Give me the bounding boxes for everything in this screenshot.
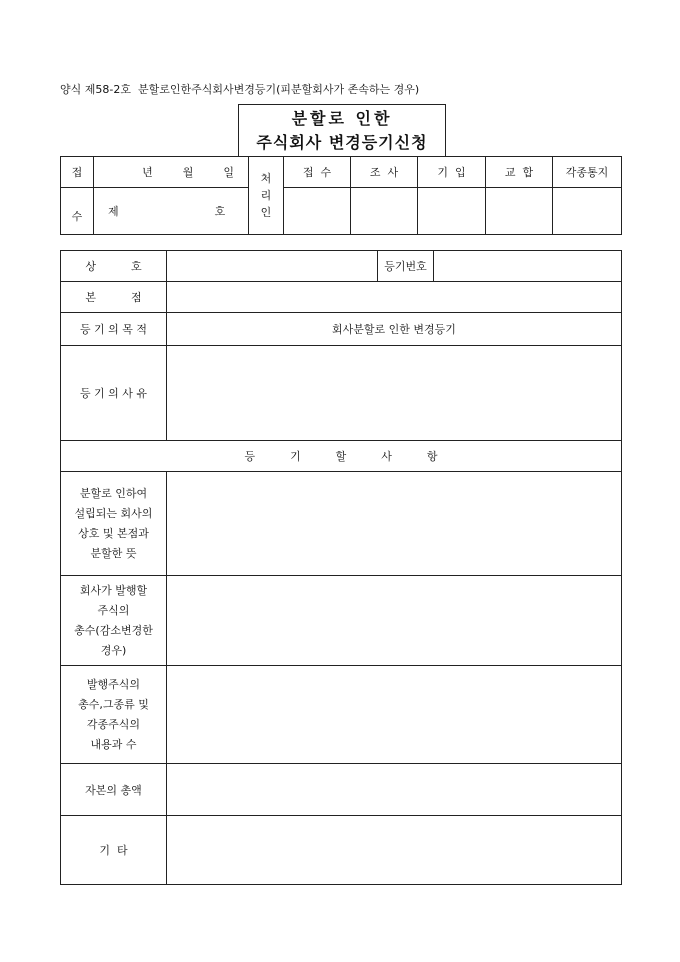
head-office-value[interactable] [167, 282, 622, 313]
label-line: 분할로 인하여 [79, 486, 148, 500]
processor-char-2: 리 [260, 189, 272, 202]
col-header-receipt: 접 수 [284, 157, 351, 188]
day-label: 일 [223, 166, 234, 179]
receipt-su-label: 수 [61, 188, 94, 235]
title-line-2: 주식회사 변경등기신청 [256, 133, 428, 152]
label-line: 총수,그종류 및 [78, 697, 149, 711]
head-office-label: 본 점 [61, 282, 167, 313]
label-line: 분할한 뜻 [90, 546, 137, 560]
stamp-review[interactable] [351, 188, 418, 235]
col-header-check: 교 합 [486, 157, 553, 188]
cause-value[interactable] [167, 346, 622, 441]
matter-value-other[interactable] [167, 816, 622, 885]
year-label: 년 [142, 166, 153, 179]
stamp-receipt[interactable] [284, 188, 351, 235]
col-header-review: 조 사 [351, 157, 418, 188]
cause-label: 등 기 의 사 유 [61, 346, 167, 441]
col-header-notices: 각종통지 [553, 157, 622, 188]
label-line: 경우) [100, 643, 127, 657]
stamp-entry[interactable] [418, 188, 486, 235]
matter-label-authorized-shares [61, 576, 167, 666]
je-label: 제 [108, 205, 119, 218]
label-line: 기 타 [99, 844, 128, 857]
receipt-date-cell[interactable] [94, 157, 249, 188]
matters-header: 등 기 할 사 항 [61, 441, 622, 472]
receipt-table [60, 156, 622, 235]
label-line: 총수(감소변경한 [74, 623, 153, 637]
receipt-number-cell[interactable] [94, 188, 249, 235]
purpose-label: 등 기 의 목 적 [61, 313, 167, 346]
processor-label [249, 157, 284, 235]
company-name-value[interactable] [167, 251, 378, 282]
label-line: 내용과 수 [90, 737, 137, 751]
label-line: 설립되는 회사의 [74, 506, 153, 520]
label-line: 각종주식의 [86, 717, 141, 731]
label-line: 발행주식의 [86, 677, 141, 691]
processor-char-3: 인 [260, 206, 272, 219]
col-header-entry: 기 입 [418, 157, 486, 188]
company-name-label: 상 호 [61, 251, 167, 282]
processor-char-1: 처 [260, 172, 272, 185]
matter-label-split [61, 472, 167, 576]
purpose-value: 회사분할로 인한 변경등기 [167, 313, 622, 346]
matter-value-authorized-shares[interactable] [167, 576, 622, 666]
stamp-notices[interactable] [553, 188, 622, 235]
label-line: 자본의 총액 [85, 783, 142, 797]
label-line: 회사가 발행할 [79, 583, 148, 597]
matter-value-issued-shares[interactable] [167, 666, 622, 764]
title-line-1: 분할로 인한 [291, 109, 393, 128]
form-title [238, 104, 446, 156]
month-label: 월 [182, 166, 194, 179]
ho-label: 호 [214, 205, 226, 218]
receipt-jeop-label: 접 [61, 157, 94, 188]
label-line: 주식의 [97, 603, 130, 617]
matter-label-issued-shares [61, 666, 167, 764]
stamp-check[interactable] [486, 188, 553, 235]
form-number-label: 양식 제58-2호 분할로인한주식회사변경등기(피분할회사가 존속하는 경우) [60, 83, 420, 96]
matter-value-split[interactable] [167, 472, 622, 576]
reg-number-value[interactable] [434, 251, 622, 282]
registration-table [60, 250, 622, 885]
matter-value-capital[interactable] [167, 764, 622, 816]
matter-label-other [61, 816, 167, 885]
label-line: 상호 및 본점과 [78, 526, 149, 540]
matter-label-capital [61, 764, 167, 816]
reg-number-label: 등기번호 [378, 251, 434, 282]
